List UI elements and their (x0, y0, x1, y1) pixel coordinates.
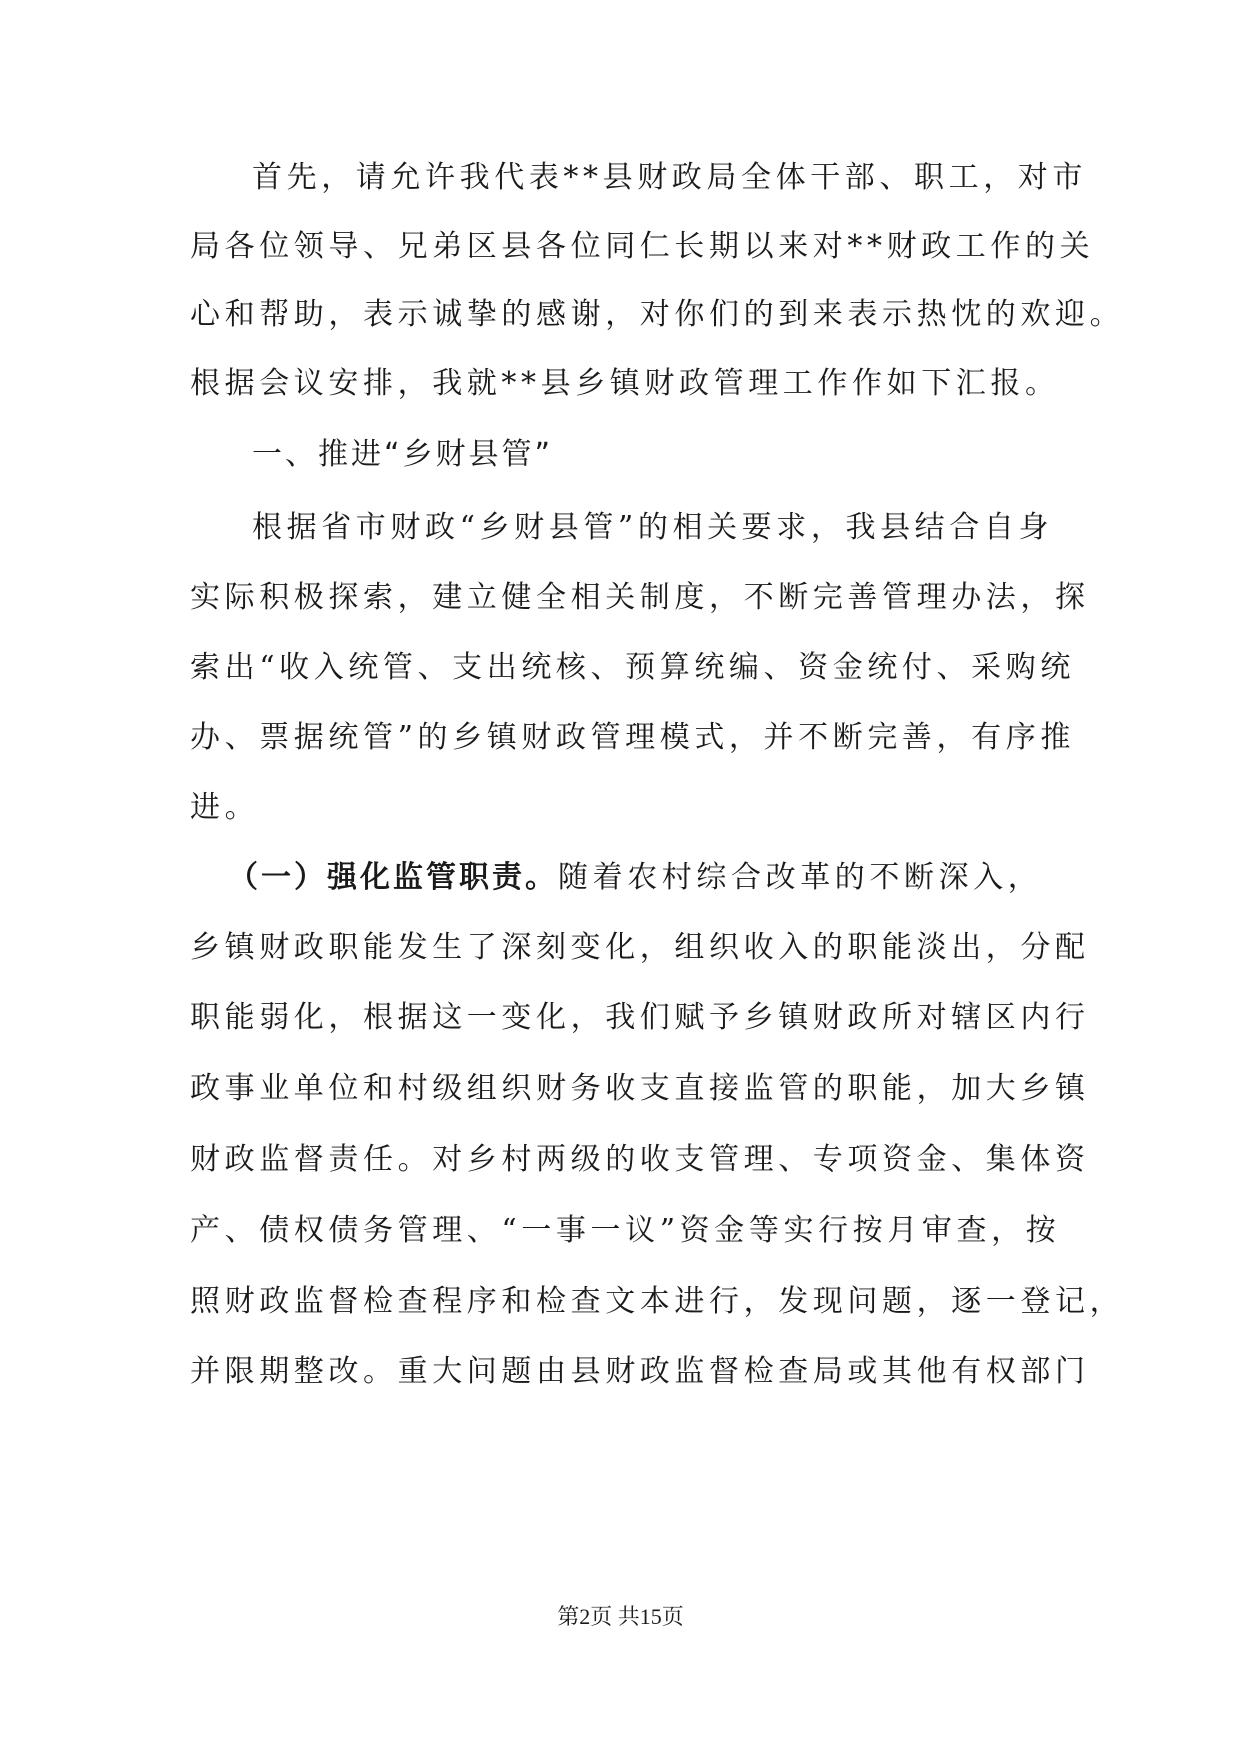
paragraph-line: 心和帮助，表示诚挚的感谢，对你们的到来表示热忱的欢迎。 (190, 297, 1125, 332)
paragraph-line: 照财政监督检查程序和检查文本进行，发现问题，逐一登记， (190, 1284, 1125, 1319)
paragraph-line: 财政监督责任。对乡村两级的收支管理、专项资金、集体资 (190, 1142, 1090, 1177)
paragraph-line: 并限期整改。重大问题由县财政监督检查局或其他有权部门 (190, 1354, 1090, 1389)
paragraph-line: 实际积极探索，建立健全相关制度，不断完善管理办法，探 (190, 580, 1090, 615)
paragraph-line: 职能弱化，根据这一变化，我们赋予乡镇财政所对辖区内行 (190, 1000, 1090, 1035)
paragraph-line: 产、债权债务管理、“一事一议”资金等实行按月审查，按 (190, 1213, 1061, 1248)
paragraph-line: 局各位领导、兄弟区县各位同仁长期以来对**财政工作的关 (190, 229, 1095, 264)
subsection-heading: （一）强化监管职责。 (228, 860, 558, 895)
paragraph-text: 随着农村综合改革的不断深入， (558, 860, 1043, 895)
page-footer: 第2页 共15页 (557, 1604, 684, 1629)
paragraph-line: 办、票据统管”的乡镇财政管理模式，并不断完善，有序推 (190, 720, 1075, 755)
paragraph-line: 根据省市财政“乡财县管”的相关要求，我县结合自身 (252, 510, 1054, 545)
paragraph-line: 索出“收入统管、支出统核、预算统编、资金统付、采购统 (190, 650, 1075, 685)
paragraph-line: 根据会议安排，我就**县乡镇财政管理工作作如下汇报。 (190, 366, 1060, 401)
paragraph-line: 进。 (190, 790, 260, 825)
paragraph-line: 乡镇财政职能发生了深刻变化，组织收入的职能淡出，分配 (190, 930, 1090, 965)
section-heading: 一、推进“乡财县管” (252, 437, 554, 472)
subsection-line (228, 858, 1042, 898)
paragraph-line: 首先，请允许我代表**县财政局全体干部、职工，对市 (252, 160, 1087, 195)
paragraph-line: 政事业单位和村级组织财务收支直接监管的职能，加大乡镇 (190, 1071, 1090, 1106)
